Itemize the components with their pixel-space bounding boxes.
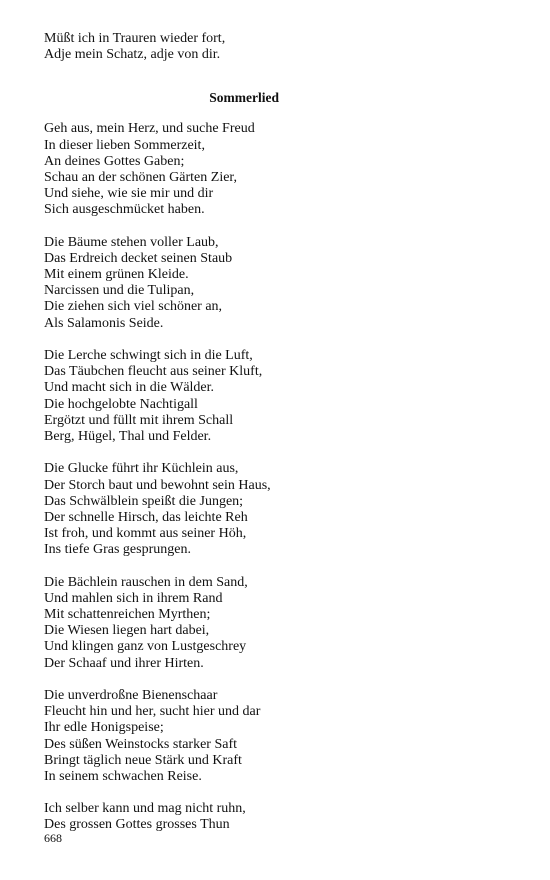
verse-line: Das Schwälblein speißt die Jungen; bbox=[44, 493, 244, 509]
verse-line: Geh aus, mein Herz, und suche Freud bbox=[44, 121, 255, 137]
verse-line: Fleucht hin und her, sucht hier und dar bbox=[44, 704, 261, 720]
verse-line: Schau an der schönen Gärten Zier, bbox=[44, 169, 238, 185]
poem-page bbox=[44, 31, 294, 834]
verse-line: Ihr edle Honigspeise; bbox=[44, 720, 164, 736]
prelude-block bbox=[44, 31, 294, 63]
verse-line: Und klingen ganz von Lustgeschrey bbox=[44, 639, 247, 655]
verse-line: Der schnelle Hirsch, das leichte Reh bbox=[44, 509, 248, 525]
verse-line: Ergötzt und füllt mit ihrem Schall bbox=[44, 412, 234, 428]
verse-line: An deines Gottes Gaben; bbox=[44, 153, 185, 169]
verse-line: Ich selber kann und mag nicht ruhn, bbox=[44, 801, 246, 817]
verse-line: Sich ausgeschmücket haben. bbox=[44, 202, 205, 218]
verse-line: Die hochgelobte Nachtigall bbox=[44, 396, 198, 412]
verse-line: Und siehe, wie sie mir und dir bbox=[44, 186, 214, 202]
stanza bbox=[44, 235, 294, 332]
verse-line: Als Salamonis Seide. bbox=[44, 315, 164, 331]
verse-line: In dieser lieben Sommerzeit, bbox=[44, 137, 205, 153]
stanza-gap bbox=[44, 445, 294, 461]
verse-line: Das Erdreich decket seinen Staub bbox=[44, 250, 233, 266]
stanza-gap bbox=[44, 785, 294, 801]
verse-line: Ins tiefe Gras gesprungen. bbox=[44, 542, 191, 558]
poem-title: Sommerlied bbox=[209, 90, 279, 106]
verse-line: Das Täubchen fleucht aus seiner Kluft, bbox=[44, 364, 263, 380]
verse-line: Des süßen Weinstocks starker Saft bbox=[44, 736, 238, 752]
stanza bbox=[44, 461, 294, 558]
verse-line: Des grossen Gottes grosses Thun bbox=[44, 817, 230, 833]
verse-line: Die Glucke führt ihr Küchlein aus, bbox=[44, 461, 239, 477]
verse-line: Der Storch baut und bewohnt sein Haus, bbox=[44, 477, 271, 493]
page-number: 668 bbox=[44, 831, 62, 845]
verse-line: Und mahlen sich in ihrem Rand bbox=[44, 590, 223, 606]
verse-line: In seinem schwachen Reise. bbox=[44, 768, 202, 784]
stanza bbox=[44, 348, 294, 445]
verse-line: Die ziehen sich viel schöner an, bbox=[44, 299, 223, 315]
stanza bbox=[44, 688, 294, 785]
prelude-line: Adje mein Schatz, adje von dir. bbox=[44, 47, 221, 63]
stanza-gap bbox=[44, 332, 294, 348]
verse-line: Narcissen und die Tulipan, bbox=[44, 283, 195, 299]
verse-line: Berg, Hügel, Thal und Felder. bbox=[44, 428, 212, 444]
verse-line: Mit schattenreichen Myrthen; bbox=[44, 607, 211, 622]
verse-line: Die Lerche schwingt sich in die Luft, bbox=[44, 348, 253, 363]
verse-line: Ist froh, und kommt aus seiner Höh, bbox=[44, 526, 247, 542]
verse-line: Der Schaaf und ihrer Hirten. bbox=[44, 655, 204, 671]
verse-line: Mit einem grünen Kleide. bbox=[44, 267, 189, 283]
stanza bbox=[44, 801, 294, 833]
stanza bbox=[44, 121, 294, 218]
stanza-gap bbox=[44, 672, 294, 688]
verse-line: Die unverdroßne Bienenschaar bbox=[44, 687, 218, 703]
stanza bbox=[44, 575, 294, 672]
verse-line: Und macht sich in die Wälder. bbox=[44, 380, 215, 396]
prelude-line: Müßt ich in Trauren wieder fort, bbox=[44, 31, 226, 46]
verse-line: Die Bächlein rauschen in dem Sand, bbox=[44, 574, 248, 590]
stanza-gap bbox=[44, 219, 294, 235]
stanza-gap bbox=[44, 558, 294, 574]
verse-line: Die Wiesen liegen hart dabei, bbox=[44, 623, 210, 639]
title-block bbox=[44, 63, 294, 121]
verse-line: Bringt täglich neue Stärk und Kraft bbox=[44, 752, 242, 768]
verse-line: Die Bäume stehen voller Laub, bbox=[44, 234, 219, 250]
